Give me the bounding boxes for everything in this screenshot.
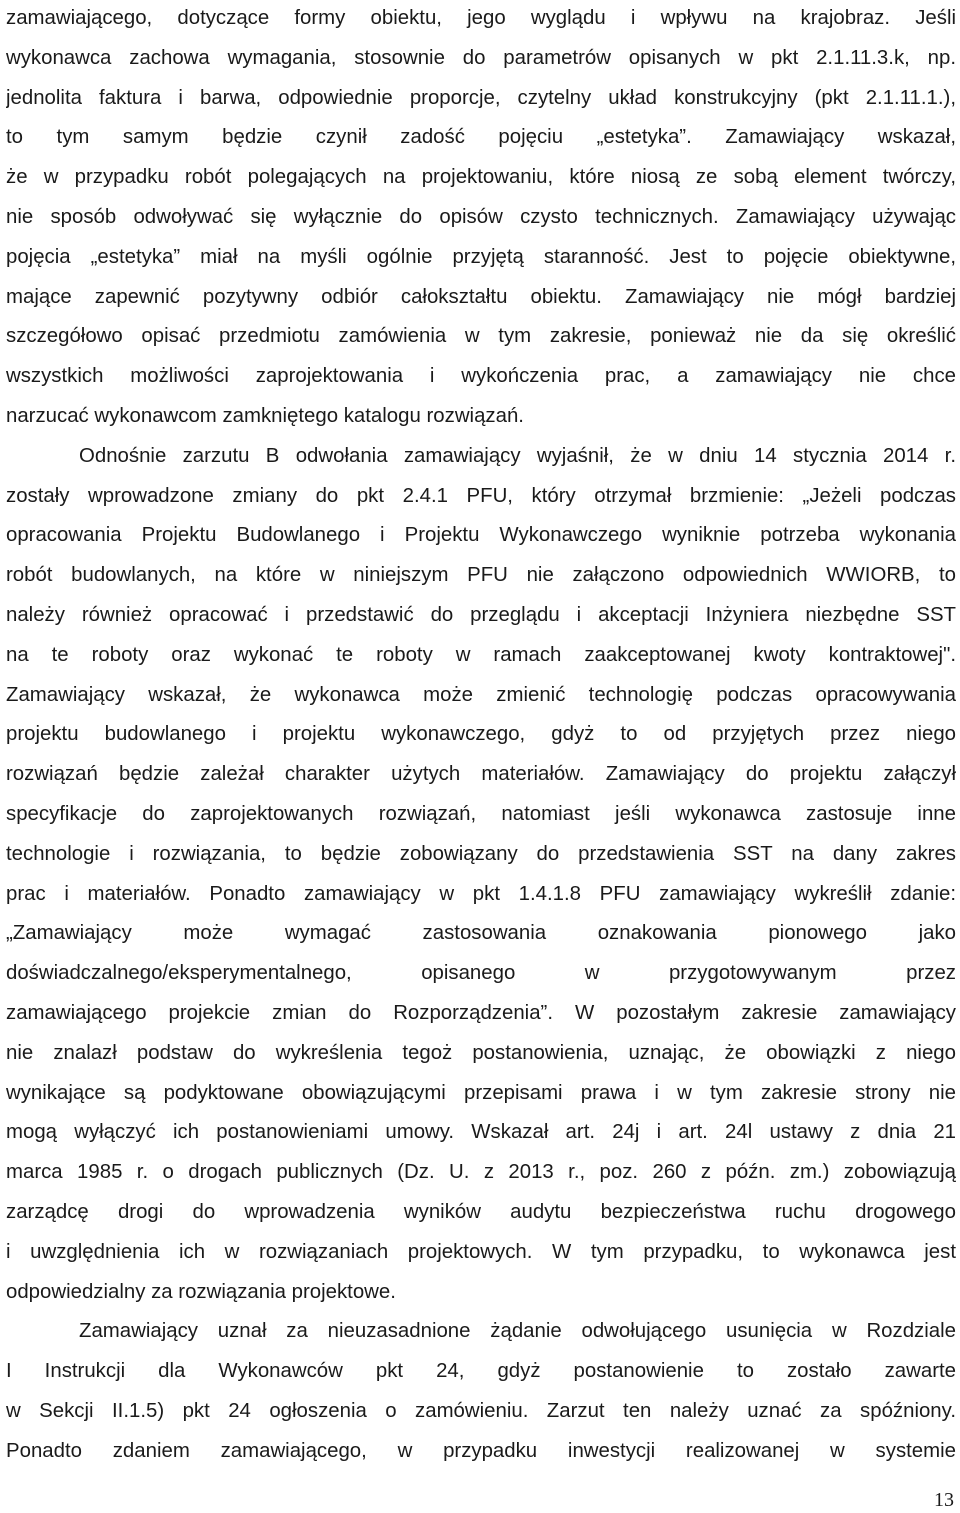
text-line: nie znalazł podstaw do wykreślenia tegoż postanowienia, uznając, że obowiązki z niego (6, 1041, 956, 1064)
text-line: robót budowlanych, na które w niniejszym PFU nie załączono odpowiednich WWIORB, to (6, 564, 956, 587)
text-line: prac i materiałów. Ponadto zamawiający w pkt 1.4.1.8 PFU zamawiający wykreślił zdanie: (6, 882, 956, 905)
text-line: że w przypadku robót polegających na projektowaniu, które niosą ze sobą element twórczy, (6, 166, 956, 189)
text-line: mające zapewnić pozytywny odbiór całokształtu obiektu. Zamawiający nie mógł bardziej (6, 285, 956, 308)
text-line: i uwzględnienia ich w rozwiązaniach projektowych. W tym przypadku, to wykonawca jest (6, 1240, 956, 1263)
text-line: wszystkich możliwości zaprojektowania i wykończenia prac, a zamawiający nie chce (6, 365, 956, 388)
text-line: marca 1985 r. o drogach publicznych (Dz. U. z 2013 r., poz. 260 z późn. zm.) zobowiązują (6, 1161, 956, 1184)
paragraph-start-line: Zamawiający uznał za nieuzasadnione żądanie odwołującego usunięcia w Rozdziale (79, 1320, 956, 1343)
text-line: zamawiającego, dotyczące formy obiektu, jego wyglądu i wpływu na krajobraz. Jeśli (6, 7, 956, 29)
text-line: pojęcia „estetyka” miał na myśli ogólnie przyjętą staranność. Jest to pojęcie obiektywne, (6, 245, 956, 268)
text-line: Zamawiający wskazał, że wykonawca może zmienić technologię podczas opracowywania (6, 683, 956, 706)
text-line: technologie i rozwiązania, to będzie zobowiązany do przedstawienia SST na dany zakres (6, 842, 956, 865)
text-line: zarządcę drogi do wprowadzenia wyników audytu bezpieczeństwa ruchu drogowego (6, 1200, 956, 1223)
text-line: w Sekcji II.1.5) pkt 24 ogłoszenia o zamówieniu. Zarzut ten należy uznać za spóźniony. (6, 1399, 956, 1422)
text-line: jednolita faktura i barwa, odpowiednie proporcje, czytelny układ konstrukcyjny (pkt 2.1.11.1.), (6, 86, 956, 109)
text-line: zamawiającego projekcie zmian do Rozporządzenia”. W pozostałym zakresie zamawiający (6, 1001, 956, 1024)
page-number: 13 (934, 1489, 954, 1511)
text-line: specyfikacje do zaprojektowanych rozwiązań, natomiast jeśli wykonawca zastosuje inne (6, 802, 956, 825)
paragraph-start-line: Odnośnie zarzutu B odwołania zamawiający wyjaśnił, że w dniu 14 stycznia 2014 r. (79, 444, 956, 467)
text-line: I Instrukcji dla Wykonawców pkt 24, gdyż postanowienie to zostało zawarte (6, 1360, 956, 1383)
text-line: opracowania Projektu Budowlanego i Projektu Wykonawczego wyniknie potrzeba wykonania (6, 524, 956, 547)
text-line: wynikające są podyktowane obowiązującymi przepisami prawa i w tym zakresie strony nie (6, 1081, 956, 1104)
body-text (6, 0, 956, 1471)
text-line: to tym samym będzie czynił zadość pojęciu „estetyka”. Zamawiający wskazał, (6, 126, 956, 149)
text-line: projektu budowlanego i projektu wykonawczego, gdyż to od przyjętych przez niego (6, 723, 956, 746)
paragraph-end-line: odpowiedzialny za rozwiązania projektowe. (6, 1280, 396, 1303)
text-line: rozwiązań będzie zależał charakter użytych materiałów. Zamawiający do projektu załączył (6, 763, 956, 786)
text-line: zostały wprowadzone zmiany do pkt 2.4.1 PFU, który otrzymał brzmienie: „Jeżeli podczas (6, 484, 956, 507)
text-line: „Zamawiający może wymagać zastosowania oznakowania pionowego jako (6, 922, 956, 945)
text-line: należy również opracować i przedstawić do przeglądu i akceptacji Inżyniera niezbędne SST (6, 603, 956, 626)
text-line: na te roboty oraz wykonać te roboty w ramach zaakceptowanej kwoty kontraktowej". (6, 643, 956, 666)
paragraph-end-line: narzucać wykonawcom zamkniętego katalogu rozwiązań. (6, 404, 524, 427)
text-line: szczegółowo opisać przedmiotu zamówienia w tym zakresie, ponieważ nie da się określić (6, 325, 956, 348)
text-line: Ponadto zdaniem zamawiającego, w przypadku inwestycji realizowanej w systemie (6, 1439, 956, 1462)
text-line: doświadczalnego/eksperymentalnego, opisanego w przygotowywanym przez (6, 962, 956, 985)
text-line: wykonawca zachowa wymagania, stosownie do parametrów opisanych w pkt 2.1.11.3.k, np. (6, 46, 956, 69)
text-line: mogą wyłączyć ich postanowieniami umowy. Wskazał art. 24j i art. 24l ustawy z dnia 21 (6, 1121, 956, 1144)
text-line: nie sposób odwoływać się wyłącznie do opisów czysto technicznych. Zamawiający używając (6, 205, 956, 228)
